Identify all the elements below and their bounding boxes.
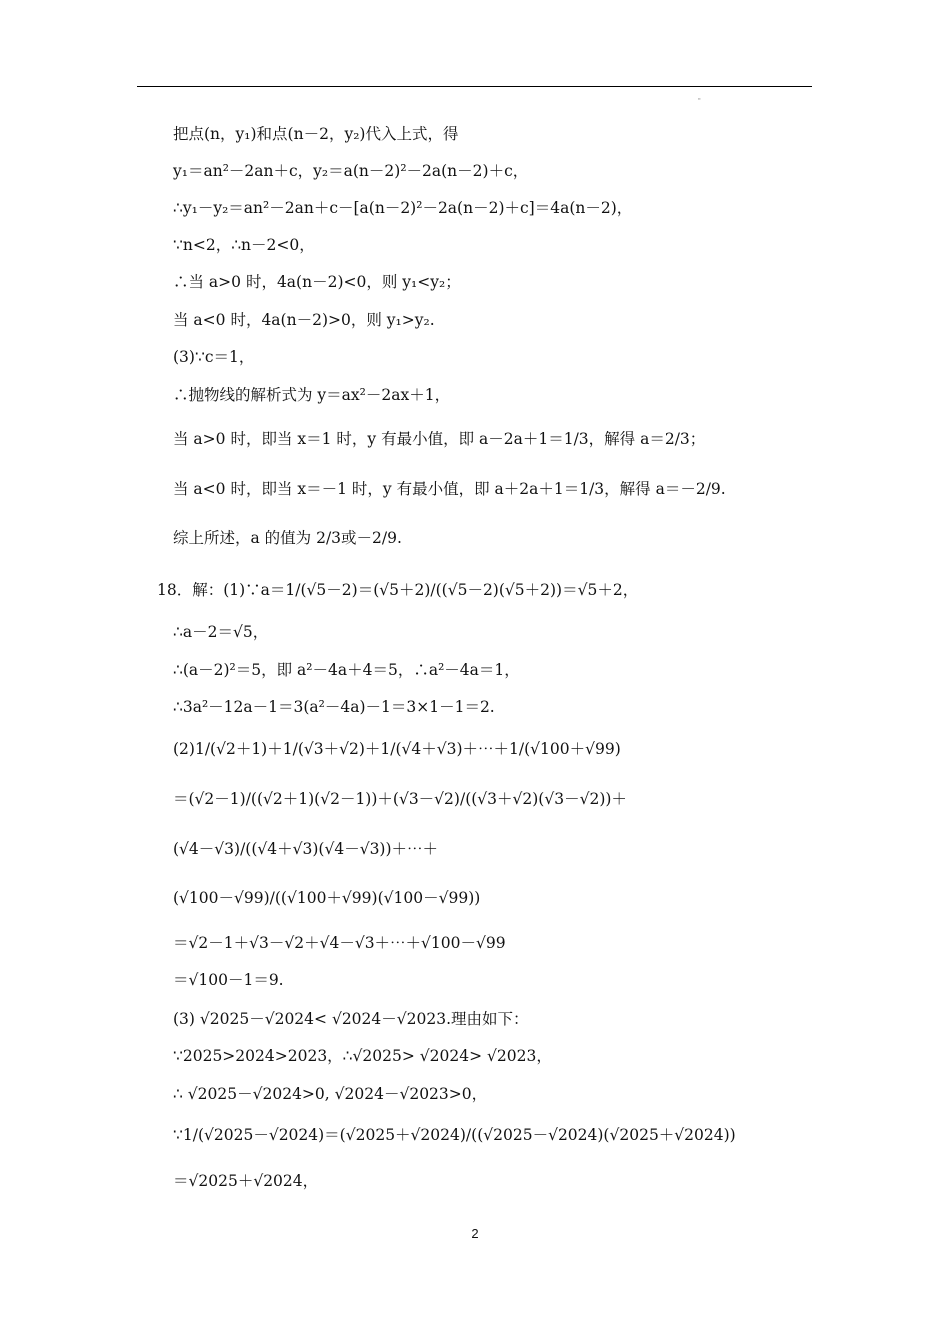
text-line: ∴当 a>0 时，4a(n－2)<0，则 y₁<y₂； [173, 273, 461, 291]
text-line: ＝√2－1＋√3－√2＋√4－√3＋⋯＋√100－√99 [173, 934, 506, 952]
text-line: ＝√2025＋√2024， [173, 1172, 319, 1190]
text-line: ∴y₁－y₂＝an²－2an＋c－[a(n－2)²－2a(n－2)＋c]＝4a(n－2)， [173, 199, 633, 217]
text-line: 综上所述，a 的值为 2/3或－2/9. [173, 529, 402, 547]
text-line: y₁＝an²－2an＋c，y₂＝a(n－2)²－2a(n－2)＋c， [173, 162, 529, 180]
text-line: (3) √2025－√2024< √2024－√2023.理由如下： [173, 1010, 529, 1028]
page-number: 2 [471, 1226, 479, 1241]
text-line: ＝√100－1＝9. [173, 971, 284, 989]
text-line: (3)∵c＝1， [173, 348, 255, 366]
text-line: 把点(n，y₁)和点(n－2，y₂)代入上式，得 [173, 125, 459, 143]
text-line: ∵2025>2024>2023，∴√2025> √2024> √2023， [173, 1047, 552, 1065]
text-line: ∵1/(√2025－√2024)＝(√2025＋√2024)/((√2025－√2024)(√2025＋√2024)) [173, 1126, 736, 1144]
text-line: (√4－√3)/((√4＋√3)(√4－√3))＋⋯＋ [173, 840, 439, 858]
text-line: ∴(a－2)²＝5，即 a²－4a＋4＝5，∴a²－4a＝1， [173, 661, 520, 679]
text-line: (2)1/(√2＋1)＋1/(√3＋√2)＋1/(√4＋√3)＋⋯＋1/(√100＋√99) [173, 740, 621, 758]
text-line: ∴3a²－12a－1＝3(a²－4a)－1＝3×1－1＝2. [173, 698, 495, 716]
text-line: ＝(√2－1)/((√2＋1)(√2－1))＋(√3－√2)/((√3＋√2)(√3－√2))＋ [173, 790, 627, 808]
text-line: (√100－√99)/((√100＋√99)(√100－√99)) [173, 889, 481, 907]
header-rule [137, 86, 812, 87]
text-line: 当 a<0 时，即当 x＝－1 时，y 有最小值，即 a＋2a＋1＝1/3，解得 a＝－2/9. [173, 480, 726, 498]
text-line: 当 a<0 时，4a(n－2)>0，则 y₁>y₂. [173, 311, 435, 329]
header-mark: " [698, 98, 701, 105]
text-line: ∴ √2025－√2024>0, √2024－√2023>0， [173, 1085, 488, 1103]
text-line: ∴抛物线的解析式为 y＝ax²－2ax＋1， [173, 386, 451, 404]
text-line: 当 a>0 时，即当 x＝1 时，y 有最小值，即 a－2a＋1＝1/3，解得 a＝2/3； [173, 430, 706, 448]
text-line: ∴a－2＝√5， [173, 623, 269, 641]
text-line: ∵n<2，∴n－2<0， [173, 236, 315, 254]
question-line: 18．解：(1)∵a＝1/(√5－2)＝(√5＋2)/((√5－2)(√5＋2))＝√5＋2， [157, 581, 639, 599]
